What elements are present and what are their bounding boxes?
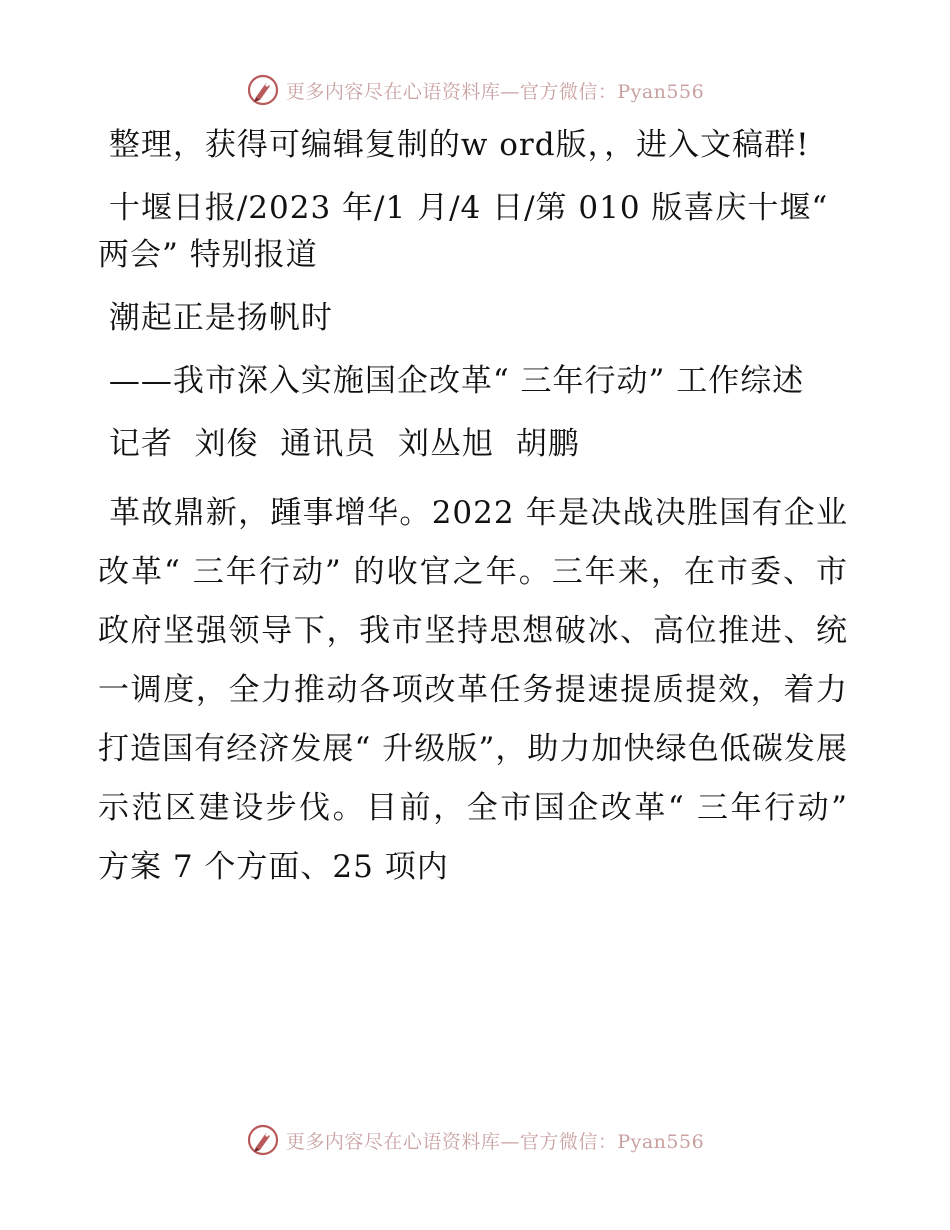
article-subtitle: ——我市深入实施国企改革“ 三年行动” 工作综述 [98,363,805,399]
footer-watermark [0,1118,950,1162]
intro-paragraph: 整理，获得可编辑复制的w ord版，，进入文稿群! [98,127,810,163]
watermark-text: 更多内容尽在心语资料库—官方微信：Pyan556 [285,80,705,103]
header-watermark [0,68,950,112]
article-title: 潮起正是扬帆时 [98,300,333,336]
watermark-text: 更多内容尽在心语资料库—官方微信：Pyan556 [285,1130,705,1153]
source-line: 十堰日报/2023 年/1 月/4 日/第 010 版喜庆十堰“ 两会” 特别报道 [98,190,840,273]
pen-nib-logo-icon [246,1123,280,1157]
pen-nib-logo-icon [246,73,280,107]
document-body [98,122,859,913]
byline: 记者 刘俊 通讯员 刘丛旭 胡鹏 [98,426,580,462]
body-paragraph: 革故鼎新，踵事增华。2022 年是决战决胜国有企业改革“ 三年行动” 的收官之年。三年来，在市委、市政府坚强领导下，我市坚持思想破冰、高位推进、统一调度，全力推动各项改革任务提速提质提效，着力打造国有经济发展“ 升级版”，助力加快绿色低碳发展示范区建设步伐。目前，全市国企改革“ 三年行动” 方案 7 个方面、25 项内 [98,495,859,885]
